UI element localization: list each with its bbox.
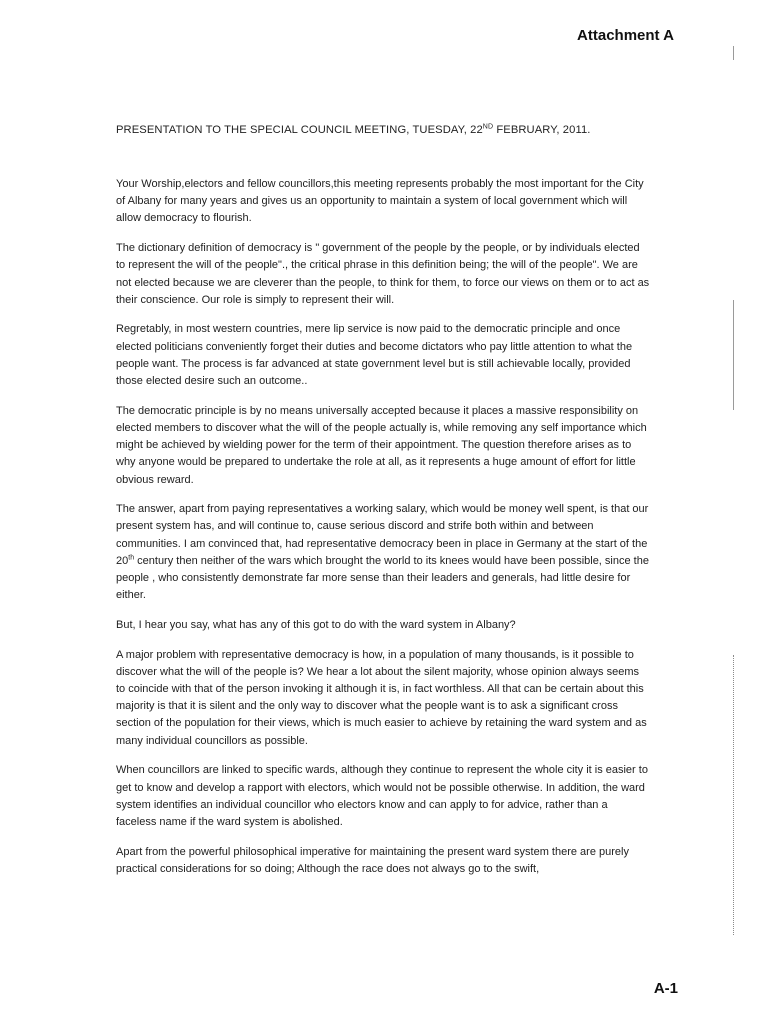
document-title xyxy=(116,124,656,136)
paragraph-7: A major problem with representative democracy is how, in a population of many thousands, is it possible to discover what the will of the people is? We hear a lot about the silent majority, whose opinion always seems to coincide with that of the person invoking it although it is, in fact worthless. All that can be certain about this majority is that it is silent and the only way to discover what the people want is to ask a significant cross section of the population for their views, which is much easier to achieve by retaining the ward system and as many individual councillors as possible. xyxy=(116,648,647,747)
scan-edge-mark xyxy=(733,46,734,60)
paragraph-4: The democratic principle is by no means universally accepted because it places a massive responsibility on elected members to discover what the will of the people actually is, while removing any self importance which might be achieved by wielding power for the term of their appointment. The question therefore arises as to why anyone would be prepared to undertake the role at all, as it represents a huge amount of effort for little obvious reward. xyxy=(116,404,647,486)
paragraph-8: When councillors are linked to specific wards, although they continue to represent the whole city it is easier to get to know and develop a rapport with electors, which would not be possible otherwise. In addition, the ward system identifies an individual councillor who electors know and can apply to for advice, rather than a faceless name if the ward system is abolished. xyxy=(116,764,648,828)
attachment-label: Attachment A xyxy=(577,27,674,44)
paragraph-5-superscript: th xyxy=(128,554,135,562)
title-superscript: ND xyxy=(482,123,494,131)
paragraph-6: But, I hear you say, what has any of this got to do with the ward system in Albany? xyxy=(116,618,516,631)
paragraph-1: Your Worship,electors and fellow councillors,this meeting represents probably the most important for the City of Albany for many years and gives us an opportunity to maintain a system of local government which will allow democracy to flourish. xyxy=(116,178,644,225)
page-number: A-1 xyxy=(653,980,678,997)
paragraph-2: The dictionary definition of democracy is " government of the people by the people, or by individuals elected to represent the will of the people"., the critical phrase in this definition being; the will of the people". We are not elected because we are cleverer than the people, to think for them, to force our views on them or to act as their conscience. Our role is simply to represent their will. xyxy=(116,242,650,306)
paragraph-3: Regretably, in most western countries, mere lip service is now paid to the democratic principle and once elected politicians conveniently forget their duties and become dictators who pay little attention to what the people want. The process is far advanced at state government level but is still achievable locally, provided those elected desire such an outcome.. xyxy=(116,323,633,388)
title-text-after: FEBRUARY, 2011. xyxy=(493,124,591,136)
scan-edge-mark xyxy=(733,655,735,935)
title-text-before: PRESENTATION TO THE SPECIAL COUNCIL MEETING, TUESDAY, 22 xyxy=(116,124,483,136)
paragraph-5 xyxy=(116,501,650,604)
paragraph-5-before: The answer, apart from paying representatives a working salary, which would be money well spent, is that our present system has, and will continue to, cause serious discord and strife both within and between communities. I am convinced that, had representative democracy been in place in Germany at the start of the 20 xyxy=(116,503,649,567)
paragraph-5-after: century then neither of the wars which brought the world to its knees would have been possible, since the people , who consistently demonstrate far more sense than their leaders and generals, had little desire for either. xyxy=(116,554,649,602)
paragraph-9: Apart from the powerful philosophical imperative for maintaining the present ward system there are purely practical considerations for so doing; Although the race does not always go to the swift, xyxy=(116,845,629,875)
body-text xyxy=(116,176,650,891)
scan-edge-mark xyxy=(733,300,734,410)
